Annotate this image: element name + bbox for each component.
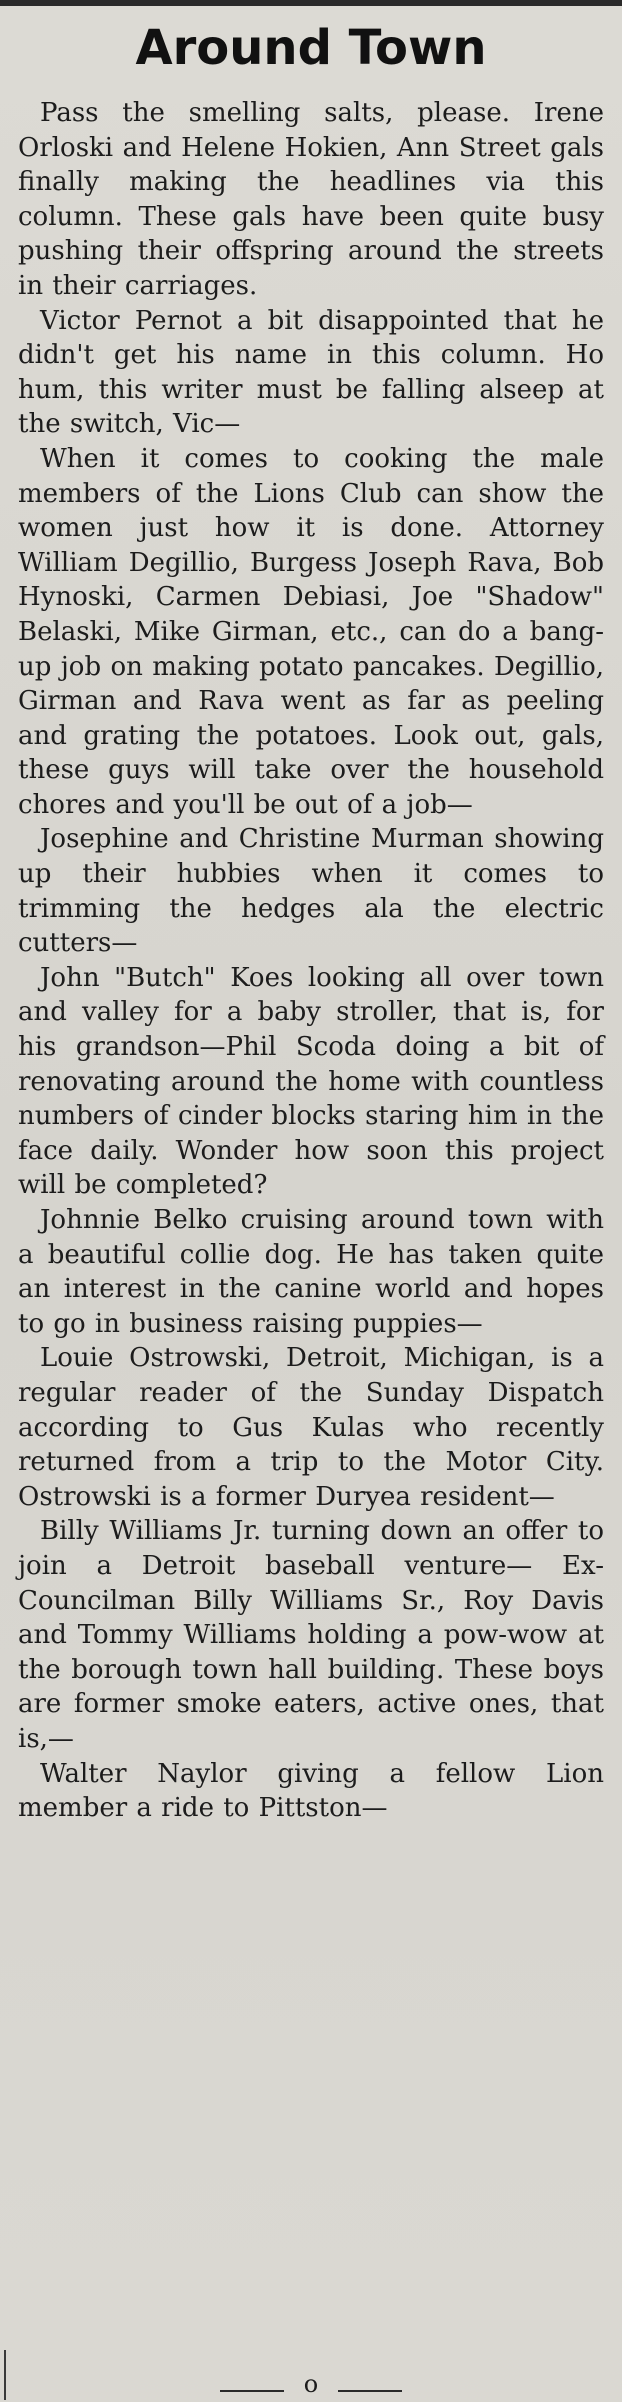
paragraph: Louie Ostrowski, Detroit, Michigan, is a regular reader of the Sunday Dispatch according to Gus Kulas who recently returned from a trip to the Motor City. Ostrowski is a former Duryea resident— — [18, 1343, 604, 1512]
paragraph: When it comes to cooking the male members of the Lions Club can show the women just how it is done. Attorney William Degillio, Burgess Joseph Rava, Bob Hynoski, Carmen Debiasi, Joe "Shadow" Belaski, Mike Girman, etc., can do a bang-up job on making potato pancakes. Degillio, Girman and Rava went as far as peeling and grating the potatoes. Look out, gals, these guys will take over the household chores and you'll be out of a job— — [18, 443, 604, 820]
paragraph: Pass the smelling salts, please. Irene Orloski and Helene Hokien, Ann Street gals finally making the headlines via this column. These gals have been quite busy pushing their offspring around the streets in their carriages. — [18, 98, 604, 301]
article-body — [18, 96, 604, 1826]
end-mark: o — [303, 2370, 319, 2398]
end-rule — [0, 2370, 622, 2402]
paragraph: Victor Pernot a bit disappointed that he didn't get his name in this column. Ho hum, this writer must be falling alseep at the switch, Vic— — [18, 305, 604, 440]
paragraph: Billy Williams Jr. turning down an offer to join a Detroit baseball venture— Ex-Councilman Billy Williams Sr., Roy Davis and Tommy Williams holding a pow-wow at the borough town hall building. These boys are former smoke eaters, active ones, that is,— — [18, 1516, 604, 1754]
headline: Around Town — [135, 20, 487, 76]
paragraph: Josephine and Christine Murman showing up their hubbies when it comes to trimming the hedges ala the electric cutters— — [18, 824, 604, 959]
paragraph: Walter Naylor giving a fellow Lion member a ride to Pittston— — [18, 1758, 604, 1824]
end-rule-right-line — [338, 2390, 402, 2392]
paragraph: Johnnie Belko cruising around town with a beautiful collie dog. He has taken quite an interest in the canine world and hopes to go in business raising puppies— — [18, 1205, 604, 1339]
top-rule — [0, 0, 622, 6]
paragraph: John "Butch" Koes looking all over town and valley for a baby stroller, that is, for his grandson—Phil Scoda doing a bit of renovating around the home with countless numbers of cinder blocks staring him in the face daily. Wonder how soon this project will be completed? — [18, 962, 604, 1201]
end-rule-left-line — [220, 2390, 284, 2392]
